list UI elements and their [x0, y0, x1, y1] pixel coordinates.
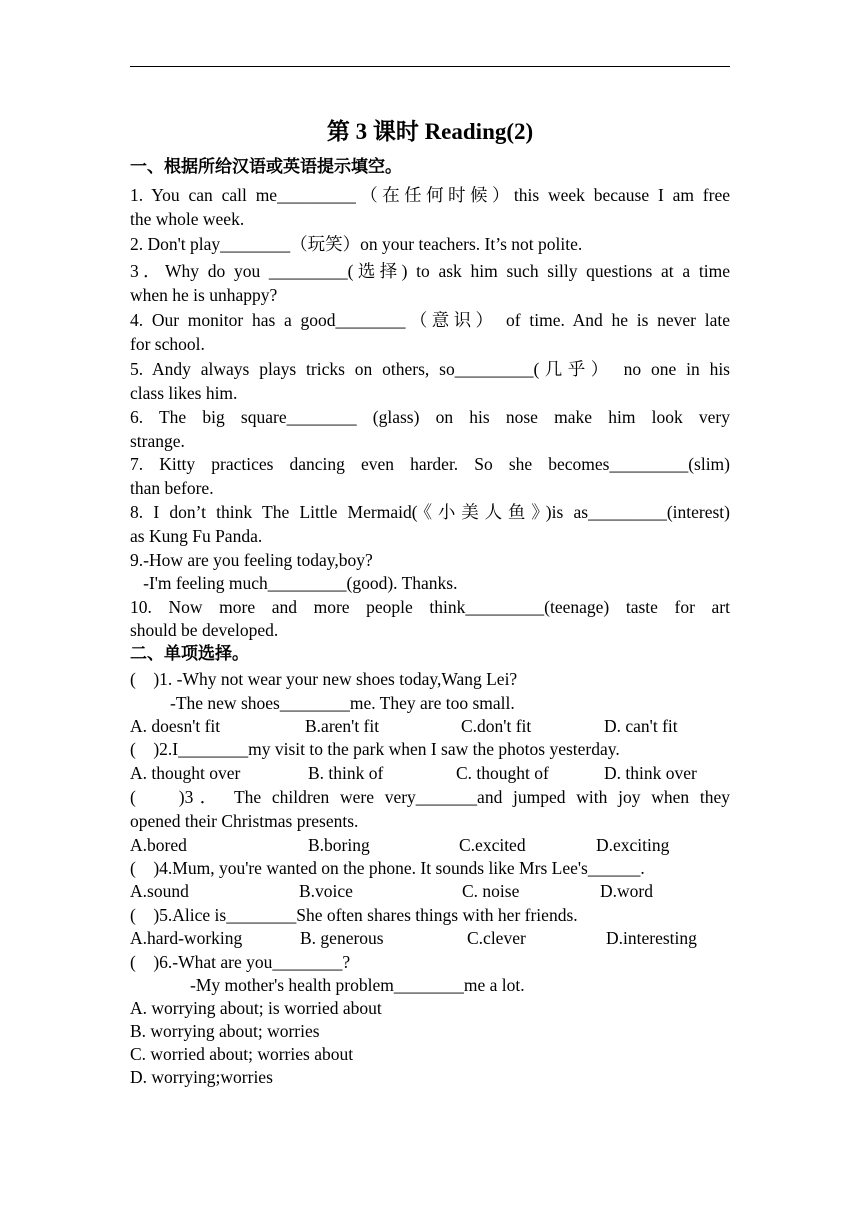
- s1-line-10: 6. The big square________ (glass) on his nose make him look very: [130, 407, 730, 427]
- q4-stem: ( )4.Mum, you're wanted on the phone. It sounds like Mrs Lee's______.: [130, 858, 645, 878]
- s1-line-15: as Kung Fu Panda.: [130, 526, 263, 546]
- q4-option-d: D.word: [600, 881, 653, 901]
- q3-option-c: C.excited: [459, 835, 526, 855]
- q3-stem-cont: opened their Christmas presents.: [130, 811, 359, 831]
- header-rule: [130, 66, 730, 67]
- q2-stem: ( )2.I________my visit to the park when I saw the photos yesterday.: [130, 739, 620, 759]
- q6-response: -My mother's health problem________me a lot.: [190, 975, 525, 995]
- q1-option-a: A. doesn't fit: [130, 716, 221, 736]
- s1-line-9: class likes him.: [130, 383, 238, 403]
- q5-option-d: D.interesting: [606, 928, 697, 948]
- q1-response: -The new shoes________me. They are too small.: [170, 693, 515, 713]
- s1-line-12: 7. Kitty practices dancing even harder. So she becomes_________(slim): [130, 454, 730, 474]
- q3-option-b: B.boring: [308, 835, 370, 855]
- s1-line-7: for school.: [130, 334, 205, 354]
- q5-stem: ( )5.Alice is________She often shares things with her friends.: [130, 905, 578, 925]
- q6-option-a: A. worrying about; is worried about: [130, 998, 382, 1018]
- q4-option-a: A.sound: [130, 881, 189, 901]
- q6-stem: ( )6.-What are you________?: [130, 952, 351, 972]
- q3-stem: ( )3． The children were very_______and jumped with joy when they: [130, 787, 730, 807]
- s1-line-1: 1. You can call me_________（在任何时候）this week because I am free: [130, 185, 730, 205]
- q2-option-b: B. think of: [308, 763, 384, 783]
- q5-option-b: B. generous: [300, 928, 384, 948]
- s1-line-19: should be developed.: [130, 620, 279, 640]
- q5-option-c: C.clever: [467, 928, 526, 948]
- s1-line-8: 5. Andy always plays tricks on others, so_________(几乎） no one in his: [130, 359, 730, 379]
- q3-option-a: A.bored: [130, 835, 187, 855]
- s1-line-2: the whole week.: [130, 209, 245, 229]
- q6-option-d: D. worrying;worries: [130, 1067, 273, 1087]
- page-title: 第 3 课时 Reading(2): [326, 119, 534, 144]
- q1-option-d: D. can't fit: [604, 716, 678, 736]
- q6-option-b: B. worrying about; worries: [130, 1021, 320, 1041]
- s1-line-18: 10. Now more and more people think_________(teenage) taste for art: [130, 597, 730, 617]
- s1-line-11: strange.: [130, 431, 185, 451]
- q2-option-c: C. thought of: [456, 763, 549, 783]
- section2-heading: 二、单项选择。: [130, 644, 249, 664]
- q1-option-c: C.don't fit: [461, 716, 532, 736]
- q4-option-c: C. noise: [462, 881, 520, 901]
- q2-option-d: D. think over: [604, 763, 697, 783]
- q1-stem: ( )1. -Why not wear your new shoes today,Wang Lei?: [130, 669, 518, 689]
- section1-heading: 一、根据所给汉语或英语提示填空。: [130, 157, 402, 177]
- q1-option-b: B.aren't fit: [305, 716, 380, 736]
- q3-option-d: D.exciting: [596, 835, 670, 855]
- s1-line-13: than before.: [130, 478, 214, 498]
- s1-line-6: 4. Our monitor has a good________（意识） of time. And he is never late: [130, 310, 730, 330]
- s1-line-17: -I'm feeling much_________(good). Thanks.: [130, 573, 458, 593]
- q5-option-a: A.hard-working: [130, 928, 243, 948]
- q2-option-a: A. thought over: [130, 763, 241, 783]
- q6-option-c: C. worried about; worries about: [130, 1044, 354, 1064]
- s1-line-16: 9.-How are you feeling today,boy?: [130, 550, 373, 570]
- s1-line-3: 2. Don't play________（玩笑）on your teachers. It’s not polite.: [130, 234, 583, 254]
- s1-line-14: 8. I don’t think The Little Mermaid(《小美人鱼》)is as_________(interest): [130, 502, 730, 522]
- q4-option-b: B.voice: [299, 881, 353, 901]
- s1-line-5: when he is unhappy?: [130, 285, 278, 305]
- s1-line-4: 3．Why do you _________(选择) to ask him such silly questions at a time: [130, 261, 730, 281]
